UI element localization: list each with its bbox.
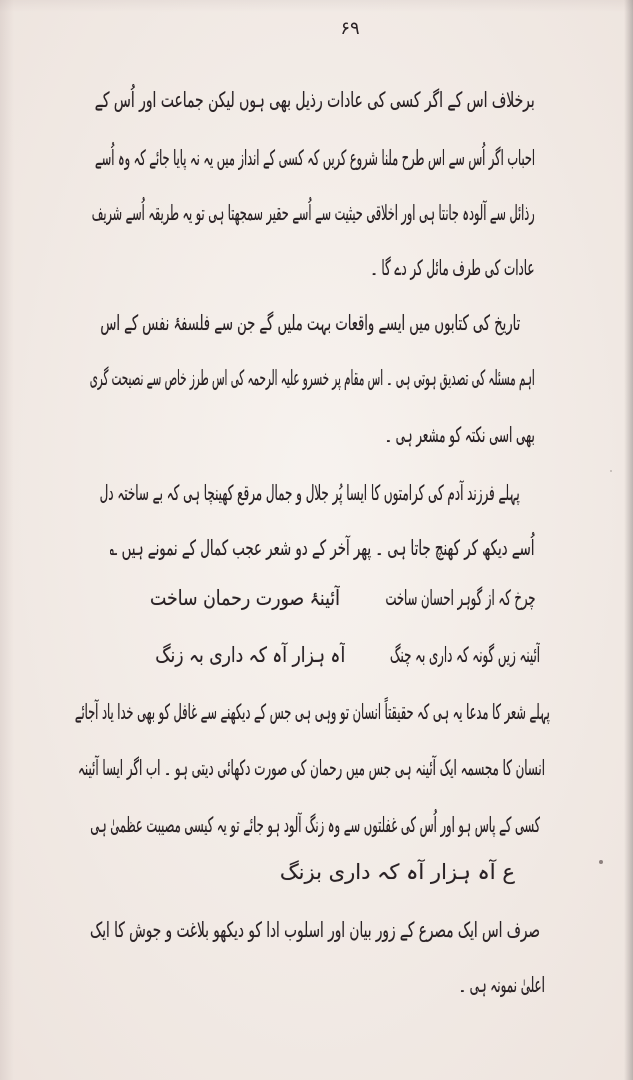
text-line: صرف اس ایک مصرع کے زور بیان اور اسلوب ادا کو دیکھو بلاغت و جوش کا ایک [90,918,540,942]
text-line: انسان کا مجسمہ ایک آئینہ ہی جس میں رحمان کی صورت دکھائی دیتی ہو ۔ اب اگر ایسا آئینہ [78,756,545,780]
text-line: بھی اسی نکتہ کو مشعر ہی ۔ [385,423,535,447]
couplet-2-first-hemistich [390,632,540,678]
text-line: اُسے دیکھ کر کھنچ جاتا ہی ۔ پھر آخر کے دو شعر عجب کمال کے نمونے ہیں ؎ [110,536,535,560]
paragraph-1-line-1 [95,77,535,123]
ink-speck [610,470,612,472]
couplet-2-second-hemistich [155,632,345,678]
verse-text: آئینۂ صورت رحمان ساخت [150,586,340,610]
verse-text: چرخ کہ از گوہر احسان ساخت [385,586,535,610]
paragraph-3-line-1 [100,470,520,516]
text-line: رذائل سے آلودہ جانتا ہی اور اخلاقی حیثیت سے اُسے حقیر سمجھتا ہی تو یہ طریقہ اُسے شریف [92,201,535,225]
paragraph-3-line-2 [110,525,535,571]
misra-quote [280,849,515,895]
paragraph-5-line-1 [90,907,540,953]
text-line: برخلاف اس کے اگر کسی کی عادات رذیل بھی ہوں لیکن جماعت اور اُس کے [95,88,535,112]
verse-text: ع آہ ہزار آہ کہ داری بزنگ [280,860,515,884]
paragraph-4-line-2 [78,745,545,791]
couplet-1-second-hemistich [150,575,340,621]
paragraph-5-line-2 [345,962,545,1008]
verse-text: آئینہ زیں گونہ کہ داری بہ چنگ [390,643,540,667]
paragraph-2-line-1 [100,300,520,346]
text-line: تاریخ کی کتابوں میں ایسے واقعات بہت ملیں گے جن سے فلسفۂ نفس کے اس [100,311,520,335]
paragraph-2-line-2 [90,355,535,401]
paragraph-4-line-1 [75,689,550,735]
paragraph-2-line-3 [155,412,535,458]
text-line: عادات کی طرف مائل کر دے گا ۔ [371,256,535,280]
verse-text: آہ ہزار آہ کہ داری بہ زنگ [155,643,345,667]
paragraph-1-line-4 [155,245,535,291]
paragraph-1-line-2 [95,135,535,181]
text-line: اہم مسئلہ کی تصدیق ہوتی ہی ۔ اس مقام پر خسرو علیہ الرحمہ کی اس طرز خاص سے نصیحت گری [90,366,535,390]
text-line: پہلے شعر کا مدعا یہ ہی کہ حقیقتاً انسان تو وہی ہی جس کے دیکھنے سے غافل کو بھی خدا یاد آجائے [75,700,550,724]
paragraph-4-line-3 [90,802,540,848]
couplet-1-first-hemistich [385,575,535,621]
page-number: ۶۹ [340,18,360,39]
ink-speck [599,860,603,864]
text-line: احباب اگر اُس سے اس طرح ملنا شروع کریں کہ کسی کے انداز میں یہ نہ پایا جائے کہ وہ اُسے [95,146,535,170]
text-line: اعلیٰ نمونہ ہی ۔ [458,973,545,997]
paragraph-1-line-3 [92,190,535,236]
text-line: کسی کے پاس ہو اور اُس کی غفلتوں سے وہ زنگ آلود ہو جائے تو یہ کیسی مصیبت عظمیٰ ہی [90,813,540,837]
text-line: پہلے فرزند آدم کی کرامتوں کا ایسا پُر جلال و جمال مرقع کھینچا ہی کہ بے ساختہ دل [100,481,520,505]
